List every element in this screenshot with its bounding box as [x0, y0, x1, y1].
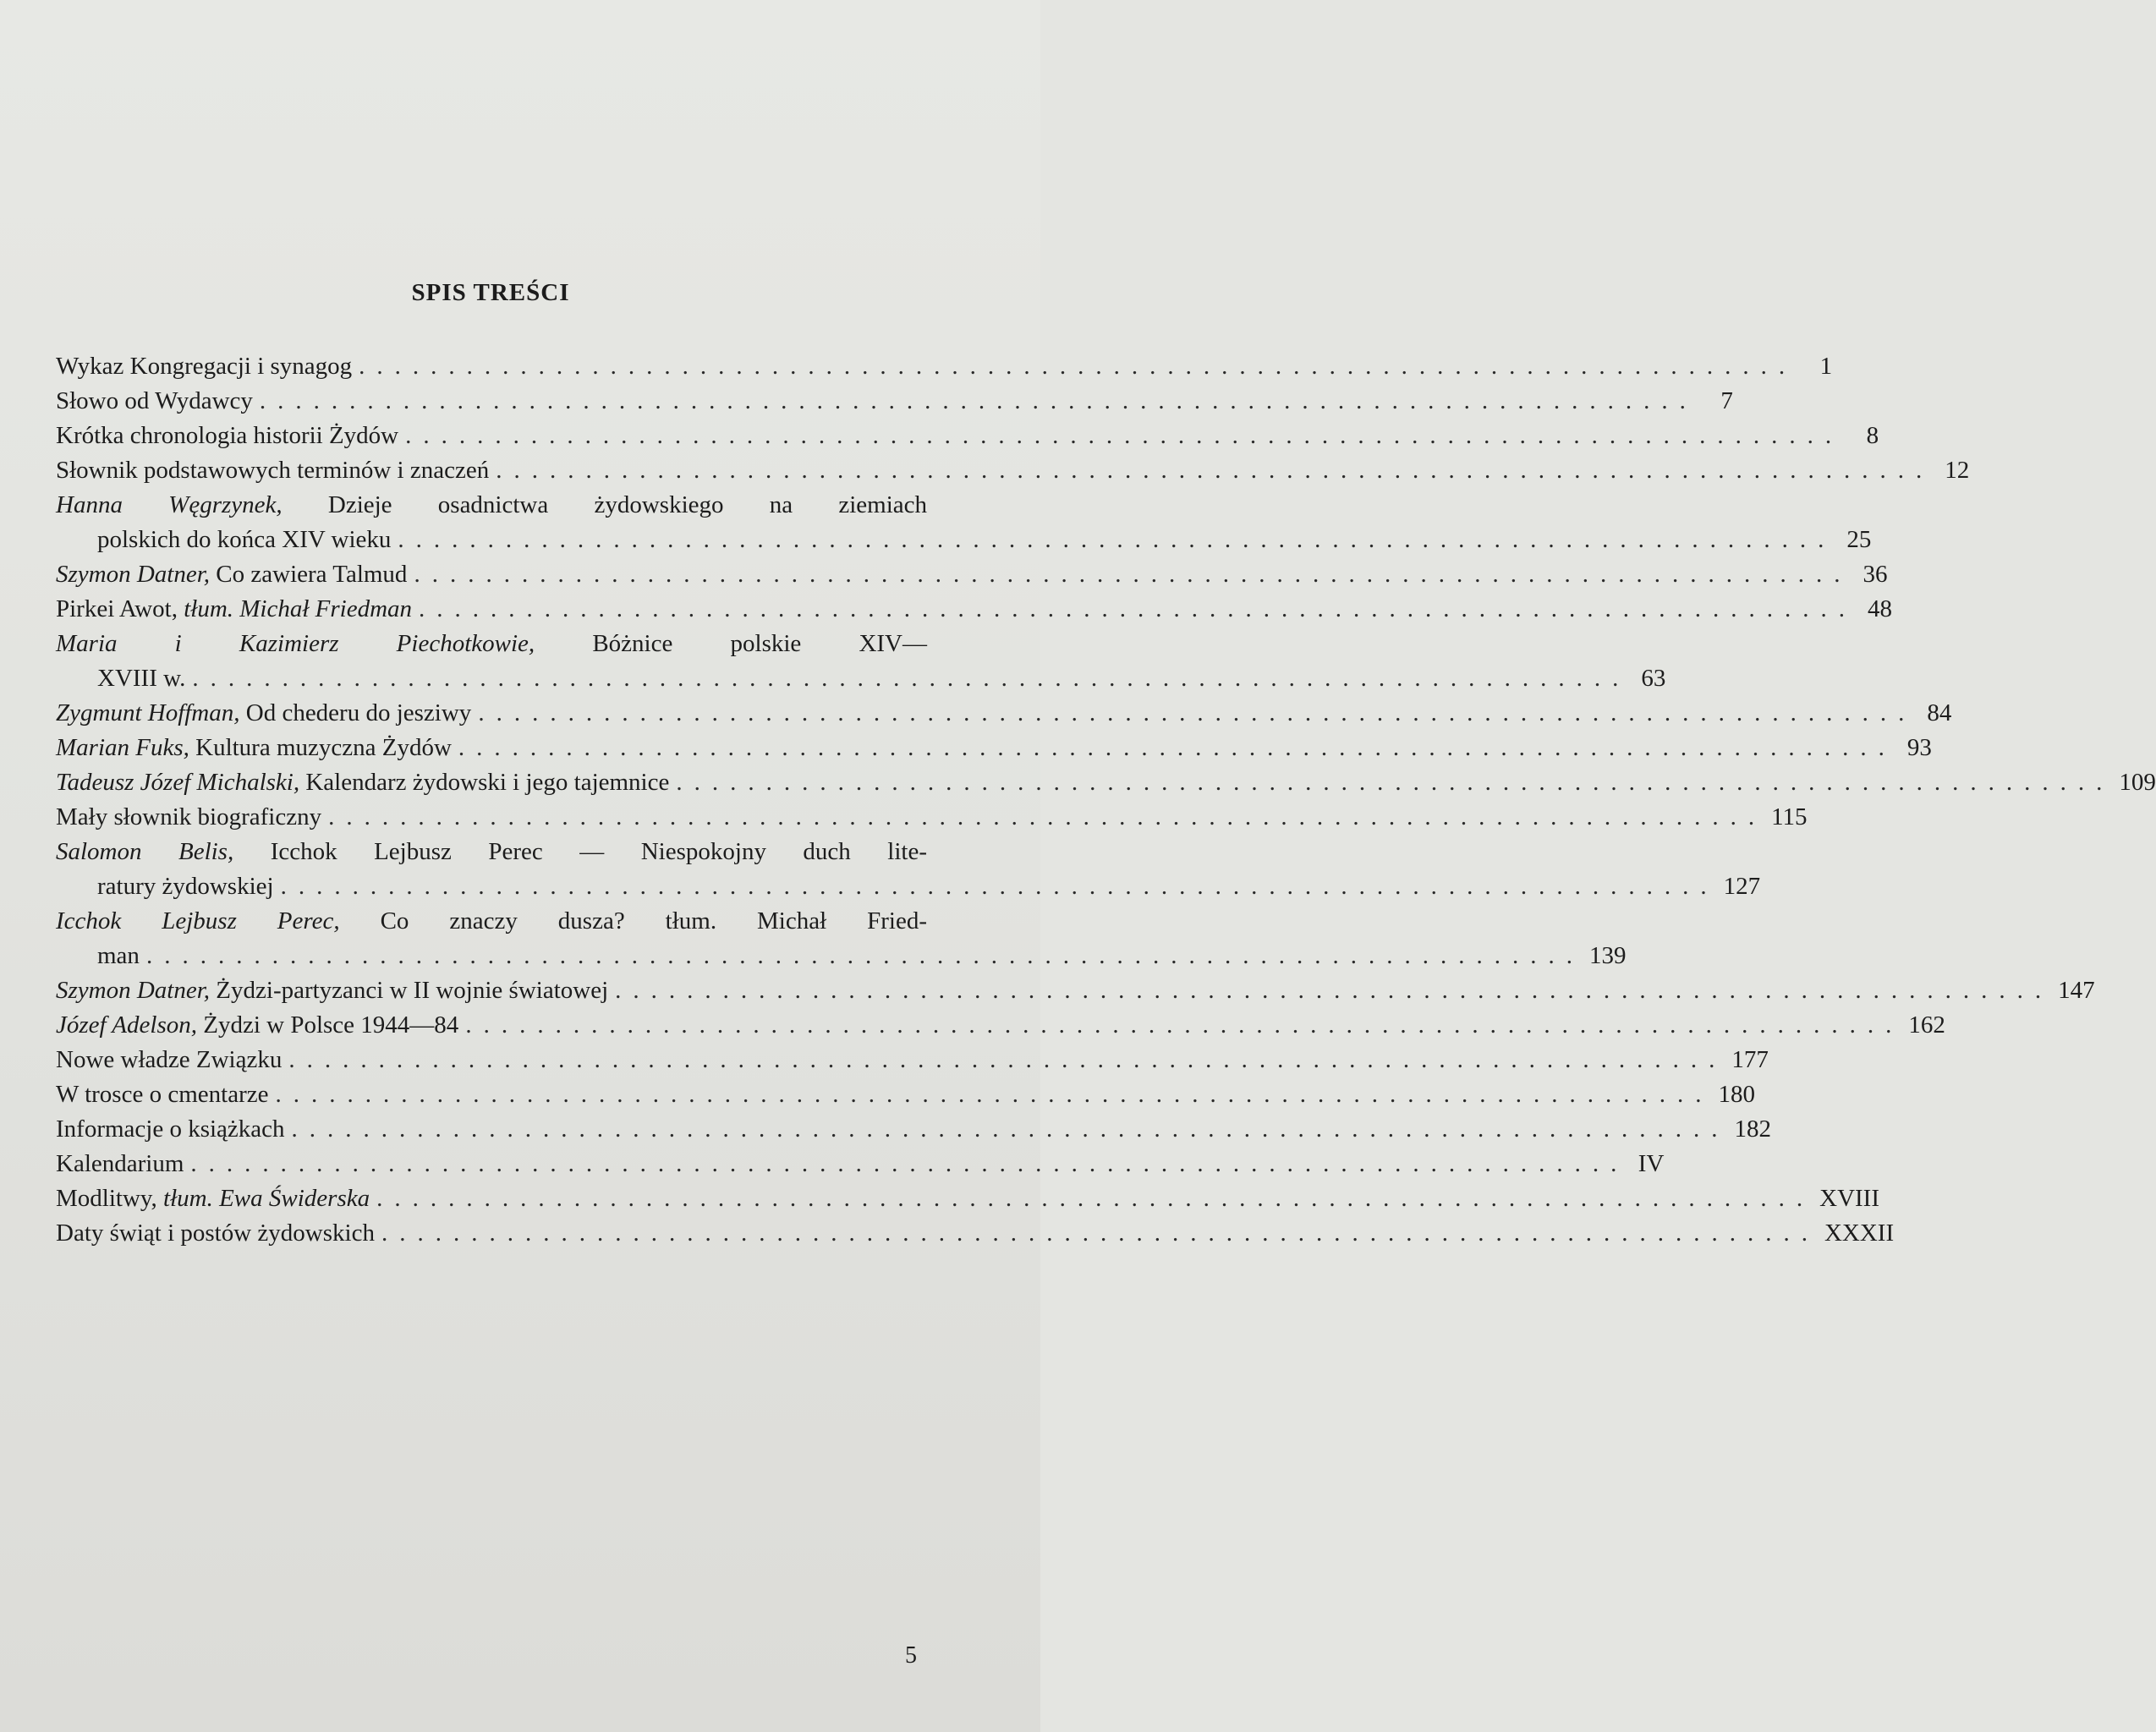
toc-entry-label: [56, 627, 927, 661]
dot-leader: ................................................................................: [280, 873, 1719, 900]
toc-entry-author: Marian Fuks,: [56, 734, 189, 761]
toc-entry: [56, 384, 1733, 419]
toc-entry-page: 162: [1908, 1011, 1945, 1039]
page-number: 5: [905, 1642, 917, 1669]
toc-entry-title: W trosce o cmentarze: [56, 1081, 269, 1108]
toc-entry-title: Kalendarium: [56, 1150, 184, 1177]
toc-entry-label: [56, 661, 185, 696]
toc-entry-title: Kultura muzyczna Żydów: [195, 734, 452, 761]
toc-entry-page: 127: [1723, 873, 1761, 900]
toc-entry-title-continued: man: [97, 942, 140, 969]
toc-entry: [56, 765, 2156, 800]
toc-entry-page: XXXII: [1824, 1220, 1895, 1247]
toc-entry: [56, 1216, 1895, 1251]
dot-leader: ................................................................................: [381, 1220, 1819, 1247]
toc-entry-title-continued: polskich do końca XIV wieku: [97, 526, 392, 553]
toc-entry-author: Józef Adelson,: [56, 1011, 197, 1039]
toc-entry: [56, 419, 1879, 453]
toc-entry-label: [56, 904, 927, 939]
toc-entry-label: [56, 488, 927, 523]
dot-leader: ................................................................................: [419, 595, 1857, 622]
dot-leader: ................................................................................: [190, 1150, 1629, 1177]
toc-entry-author: Tadeusz Józef Michalski,: [56, 769, 300, 796]
dot-leader: ................................................................................: [288, 1046, 1727, 1073]
toc-entry-label: [56, 1077, 268, 1112]
toc-entry-page: 115: [1771, 803, 1808, 830]
toc-entry-title: Krótka chronologia historii Żydów: [56, 422, 399, 449]
toc-entry-author: Szymon Datner,: [56, 561, 211, 588]
toc-entry-translator: tłum. Michał Friedman: [184, 595, 413, 622]
dot-leader: ................................................................................: [291, 1115, 1730, 1143]
dot-leader: ................................................................................: [328, 803, 1767, 830]
toc-entry: [56, 1043, 1769, 1077]
toc-entry-label: [56, 731, 452, 765]
toc-entry-title: Dzieje osadnictwa żydowskiego na ziemiach: [327, 491, 927, 518]
dot-leader: ................................................................................: [398, 526, 1836, 553]
toc-entry-title: Icchok Lejbusz Perec — Niespokojny duch lite-: [270, 838, 927, 865]
toc-entry-title: Co znaczy dusza? tłum. Michał Fried-: [380, 907, 927, 935]
toc-entry-label: [56, 557, 407, 592]
toc-entry-page: 12: [1945, 457, 1970, 484]
toc-entry-title-continued: XVIII w.: [97, 665, 186, 692]
toc-entry-label: [56, 384, 253, 419]
dot-leader: ................................................................................: [275, 1081, 1714, 1108]
toc-entry-page: 36: [1862, 561, 1888, 588]
toc-entry: [56, 973, 2095, 1008]
toc-entry: [56, 661, 1666, 696]
toc-entry: [56, 696, 1952, 731]
toc-entry-page: 147: [2058, 977, 2095, 1004]
toc-entry-page: 93: [1906, 734, 1932, 761]
toc-entry-title: Informacje o książkach: [56, 1115, 285, 1143]
toc-entry-label: [56, 349, 352, 384]
toc-entry-author: Maria i Kazimierz Piechotkowie,: [56, 630, 535, 657]
toc-entry-author: Icchok Lejbusz Perec,: [56, 907, 340, 935]
page-title: SPIS TREŚCI: [411, 279, 570, 306]
toc-entry-author: Salomon Belis,: [56, 838, 234, 865]
dot-leader: ................................................................................: [676, 769, 2115, 796]
toc-entry-label: [56, 835, 927, 869]
toc-entry-page: 139: [1588, 942, 1627, 969]
toc-entry-author: Szymon Datner,: [56, 977, 211, 1004]
toc-entry-page: 182: [1734, 1115, 1772, 1143]
toc-entry-label: [56, 973, 608, 1008]
toc-entry: [56, 557, 1888, 592]
toc-entry-label: [56, 1112, 285, 1147]
toc-entry: [56, 939, 1627, 973]
toc-entry-page: 25: [1846, 526, 1872, 553]
dot-leader: ................................................................................: [414, 561, 1852, 588]
toc-entry-page: IV: [1638, 1150, 1665, 1177]
toc-entry: [56, 1147, 1665, 1181]
toc-entry-label: [56, 592, 412, 627]
toc-entry-author: Zygmunt Hoffman,: [56, 699, 240, 726]
toc-entry-title: Żydzi-partyzanci w II wojnie światowej: [216, 977, 609, 1004]
toc-entry: [56, 904, 927, 939]
toc-entry-label: [56, 765, 669, 800]
toc-entry-page: 48: [1868, 595, 1893, 622]
toc-entry-label: [56, 419, 398, 453]
toc-entry-title: Modlitwy,: [56, 1185, 157, 1212]
toc-entry-page: 177: [1731, 1046, 1769, 1073]
toc-entry-author: Hanna Węgrzynek,: [56, 491, 283, 518]
toc-entry: [56, 731, 1932, 765]
table-of-contents: [56, 349, 2156, 1251]
toc-entry-title: Pirkei Awot,: [56, 595, 178, 622]
toc-entry-page: 84: [1927, 699, 1952, 726]
toc-entry-title: Mały słownik biograficzny: [56, 803, 322, 830]
toc-entry-label: [56, 1147, 184, 1181]
toc-entry: [56, 1077, 1755, 1112]
toc-entry: [56, 592, 1893, 627]
toc-entry-title: Daty świąt i postów żydowskich: [56, 1220, 375, 1247]
toc-entry: [56, 488, 927, 523]
toc-entry-label: [56, 1043, 282, 1077]
toc-entry: [56, 869, 1761, 904]
dot-leader: ................................................................................: [192, 665, 1631, 692]
toc-entry: [56, 453, 1970, 488]
toc-entry-title: Co zawiera Talmud: [216, 561, 408, 588]
toc-entry-title: Żydzi w Polsce 1944—84: [203, 1011, 459, 1039]
dot-leader: ................................................................................: [405, 422, 1844, 449]
toc-entry-page: XVIII: [1819, 1185, 1879, 1212]
dot-leader: ................................................................................: [359, 353, 1797, 380]
dot-leader: ................................................................................: [259, 387, 1698, 414]
toc-entry: [56, 1181, 1879, 1216]
toc-entry-label: [56, 1216, 375, 1251]
dot-leader: ................................................................................: [496, 457, 1934, 484]
toc-entry-title-continued: ratury żydowskiej: [97, 873, 274, 900]
toc-entry-label: [56, 869, 274, 904]
toc-entry-page: 180: [1718, 1081, 1755, 1108]
toc-entry-title: Od chederu do jesziwy: [245, 699, 472, 726]
dot-leader: ................................................................................: [145, 942, 1584, 969]
toc-entry: [56, 1112, 1772, 1147]
dot-leader: ................................................................................: [458, 734, 1896, 761]
toc-entry-translator: tłum. Ewa Świderska: [163, 1185, 370, 1212]
toc-entry-page: 109: [2119, 769, 2156, 796]
toc-entry-page: 63: [1641, 665, 1666, 692]
toc-entry-label: [56, 939, 140, 973]
toc-entry-label: [56, 1181, 370, 1216]
toc-entry-page: 8: [1866, 422, 1879, 449]
dot-leader: ................................................................................: [376, 1185, 1815, 1212]
toc-entry: [56, 800, 1808, 835]
toc-entry-title: Bóżnice polskie XIV—: [592, 630, 927, 657]
toc-entry: [56, 627, 927, 661]
toc-entry-title: Słowo od Wydawcy: [56, 387, 253, 414]
toc-entry-title: Wykaz Kongregacji i synagog: [56, 353, 353, 380]
toc-entry-label: [56, 523, 391, 557]
dot-leader: ................................................................................: [465, 1011, 1904, 1039]
toc-entry: [56, 523, 1872, 557]
toc-entry: [56, 349, 1833, 384]
toc-entry-title: Nowe władze Związku: [56, 1046, 283, 1073]
toc-entry-label: [56, 453, 489, 488]
toc-entry-page: 7: [1720, 387, 1733, 414]
toc-entry-page: 1: [1819, 353, 1833, 380]
toc-entry-label: [56, 696, 471, 731]
toc-entry-title: Słownik podstawowych terminów i znaczeń: [56, 457, 490, 484]
dot-leader: ................................................................................: [478, 699, 1917, 726]
toc-entry: [56, 835, 927, 869]
toc-entry-label: [56, 1008, 458, 1043]
toc-entry: [56, 1008, 1945, 1043]
toc-entry-title: Kalendarz żydowski i jego tajemnice: [305, 769, 670, 796]
toc-entry-label: [56, 800, 321, 835]
dot-leader: ................................................................................: [615, 977, 2054, 1004]
